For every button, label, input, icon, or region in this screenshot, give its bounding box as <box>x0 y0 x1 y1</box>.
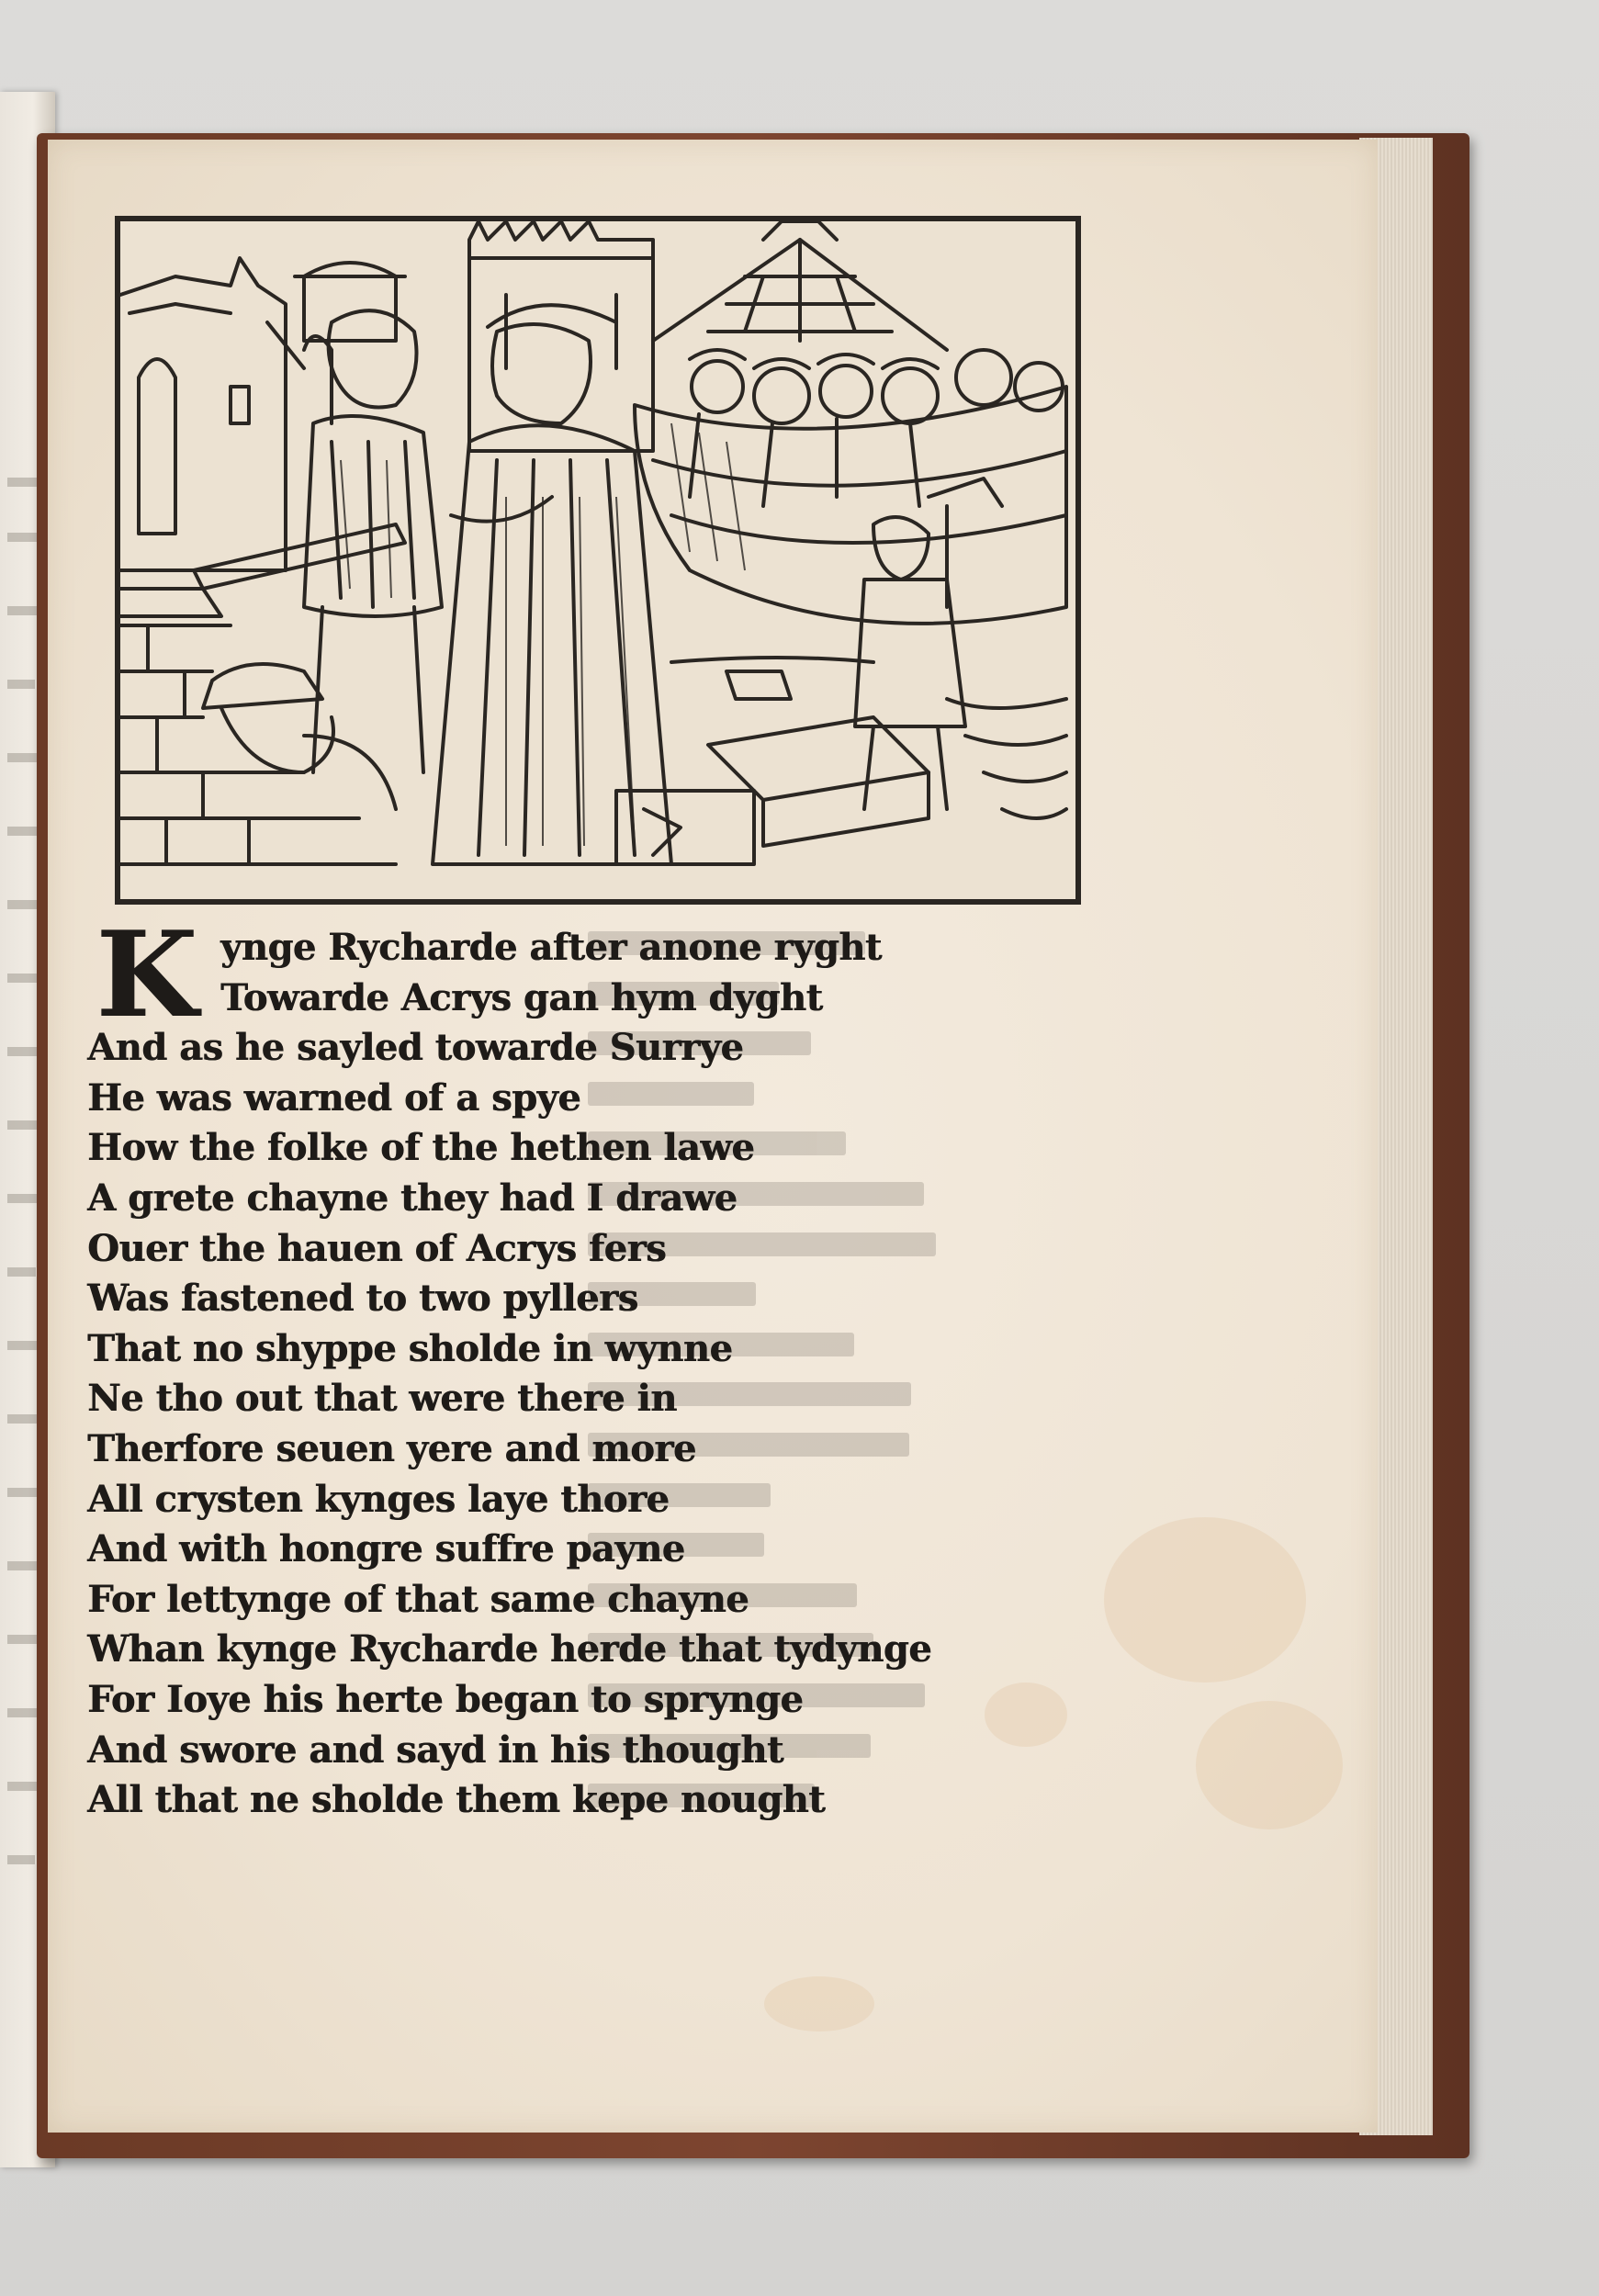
verse-line: And with hongre suffre payne <box>87 1527 685 1571</box>
verse-line: And swore and sayd in his thought <box>87 1728 783 1772</box>
verse-line: And as he sayled towarde Surrye <box>87 1026 744 1070</box>
verse-line: For Ioye his herte began to sprynge <box>87 1677 804 1721</box>
verse-line: Was fastened to two pyllers <box>87 1277 638 1321</box>
verse-line: For lettynge of that same chayne <box>87 1577 749 1621</box>
verse-line: Therfore seuen yere and more <box>87 1426 696 1470</box>
verse-line: Whan kynge Rycharde herde that tydynge <box>87 1627 932 1671</box>
verse-line: All that ne sholde them kepe nought <box>87 1778 826 1822</box>
verse-block <box>87 906 969 1826</box>
verse-line: Towarde Acrys gan hym dyght <box>220 975 823 1019</box>
verse-line: He was warned of a spye <box>87 1075 581 1120</box>
verse-line: A grete chayne they had I drawe <box>87 1176 738 1220</box>
verse-line: How the folke of the hethen lawe <box>87 1126 755 1170</box>
verse-line: Ne tho out that were there in <box>87 1377 677 1421</box>
verse-line: All crysten kynges laye thore <box>87 1477 670 1521</box>
drop-cap-initial: K <box>96 906 198 1044</box>
verse-line: Ouer the hauen of Acrys fers <box>87 1226 667 1270</box>
woodcut-illustration <box>115 216 1081 905</box>
verse-line: ynge Rycharde after anone ryght <box>220 926 882 969</box>
woodcut-drawing <box>120 221 1075 899</box>
verse-line: That no shyppe sholde in wynne <box>87 1326 733 1370</box>
